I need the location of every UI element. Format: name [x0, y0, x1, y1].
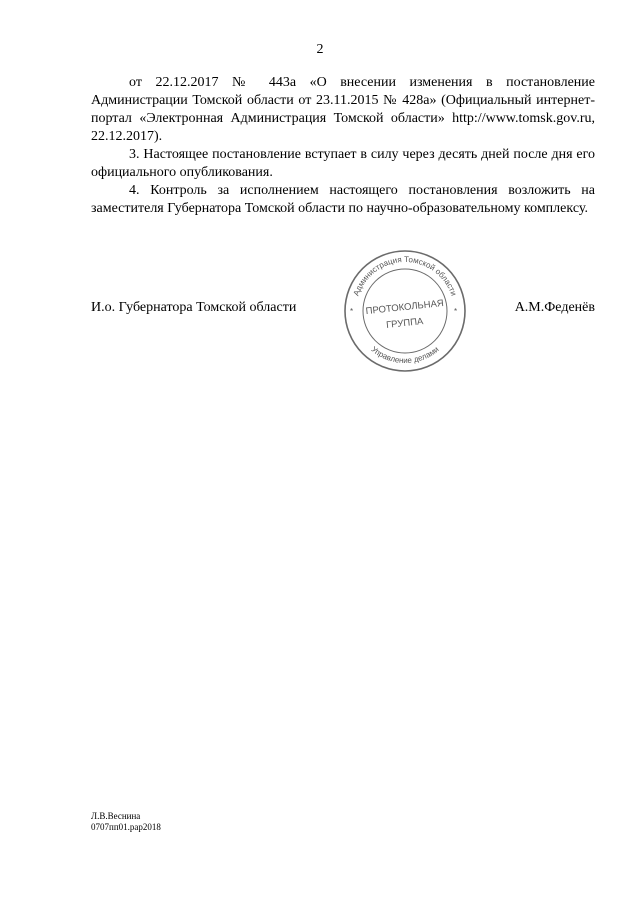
- signatory-name: А.М.Феденёв: [514, 300, 595, 315]
- stamp-center-line1: ПРОТОКОЛЬНАЯ: [365, 297, 445, 318]
- document-footer: [91, 811, 161, 833]
- paragraph-3-effective-date: 3. Настоящее постановление вступает в силу через десять дней после дня его официального опубликования.: [91, 147, 595, 180]
- stamp-ring-text: Администрация Томской области: [351, 254, 459, 298]
- page-number: 2: [316, 42, 324, 57]
- protocol-group-stamp: [342, 248, 468, 374]
- signatory-position: И.о. Губернатора Томской области: [91, 300, 297, 315]
- body-text: [91, 74, 595, 218]
- executor-name: Л.В.Веснина: [91, 811, 141, 821]
- paragraph-reference: от 22.12.2017 № 443а «О внесении изменения в постановление Администрации Томской области от 23.11.2015 № 428а» (Официальный интернет-портал «Электронная Администрация Томской области» http://www.tomsk.gov.ru, 22.12.2017).: [91, 75, 595, 144]
- file-code: 0707пп01.рар2018: [91, 822, 161, 832]
- svg-text:*: *: [454, 307, 458, 316]
- stamp-bottom-text: Управление делами: [369, 344, 441, 366]
- svg-text:*: *: [350, 307, 354, 316]
- svg-text:Управление делами: [369, 345, 440, 365]
- paragraph-4-control: 4. Контроль за исполнением настоящего постановления возложить на заместителя Губернатора Томской области по научно-образовательному комплексу.: [91, 183, 595, 216]
- svg-text:Администрация Томской области: [352, 255, 459, 297]
- stamp-center-line2: ГРУППА: [385, 316, 424, 331]
